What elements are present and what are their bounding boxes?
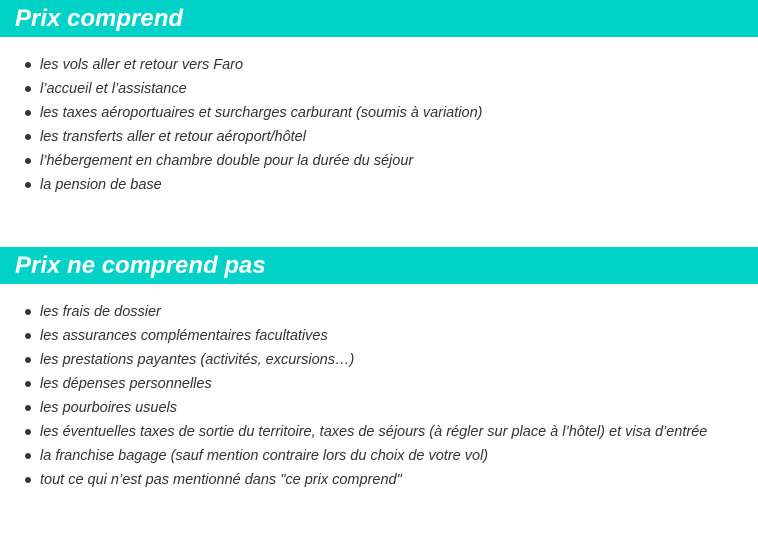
list-item: les pourboires usuels	[0, 396, 758, 420]
section-excluded	[0, 247, 758, 492]
excluded-list	[0, 284, 758, 492]
list-item: l’hébergement en chambre double pour la durée du séjour	[0, 149, 758, 173]
bullet-icon	[25, 110, 31, 116]
bullet-icon	[25, 62, 31, 68]
bullet-icon	[25, 182, 31, 188]
bullet-icon	[25, 453, 31, 459]
list-item: tout ce qui n’est pas mentionné dans "ce prix comprend"	[0, 468, 758, 492]
list-item: l’accueil et l’assistance	[0, 77, 758, 101]
section-spacer	[0, 197, 758, 247]
list-item: les éventuelles taxes de sortie du territoire, taxes de séjours (à régler sur place à l’hôtel) et visa d’entrée	[0, 420, 758, 444]
bullet-icon	[25, 357, 31, 363]
list-item: les vols aller et retour vers Faro	[0, 53, 758, 77]
bullet-icon	[25, 134, 31, 140]
bullet-icon	[25, 309, 31, 315]
bullet-icon	[25, 158, 31, 164]
list-item: les dépenses personnelles	[0, 372, 758, 396]
list-item: la franchise bagage (sauf mention contraire lors du choix de votre vol)	[0, 444, 758, 468]
bullet-icon	[25, 429, 31, 435]
bullet-icon	[25, 86, 31, 92]
bullet-icon	[25, 333, 31, 339]
list-item: la pension de base	[0, 173, 758, 197]
section-title-excluded: Prix ne comprend pas	[0, 247, 758, 284]
included-list	[0, 37, 758, 197]
list-item: les assurances complémentaires facultatives	[0, 324, 758, 348]
list-item: les transferts aller et retour aéroport/hôtel	[0, 125, 758, 149]
bullet-icon	[25, 405, 31, 411]
bullet-icon	[25, 477, 31, 483]
list-item: les frais de dossier	[0, 300, 758, 324]
list-item: les taxes aéroportuaires et surcharges carburant (soumis à variation)	[0, 101, 758, 125]
bullet-icon	[25, 381, 31, 387]
section-included	[0, 0, 758, 197]
section-title-included: Prix comprend	[0, 0, 758, 37]
list-item: les prestations payantes (activités, excursions…)	[0, 348, 758, 372]
